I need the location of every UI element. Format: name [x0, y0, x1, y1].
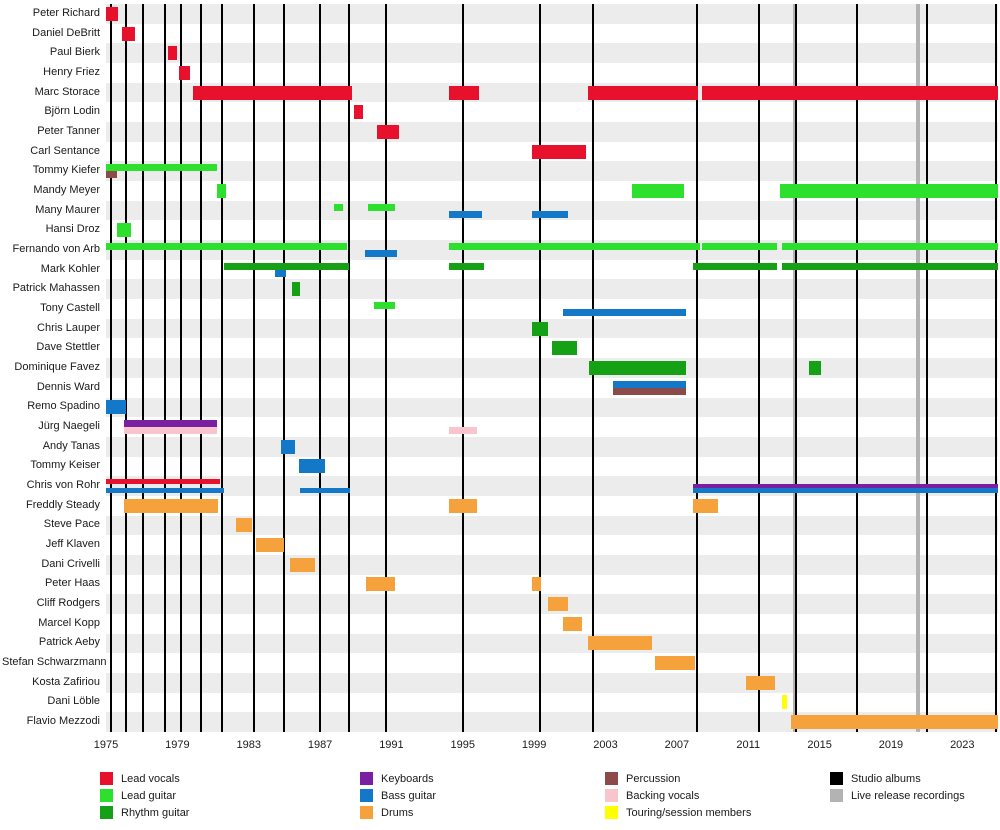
x-tick-label: 1979: [165, 739, 190, 751]
studio-album-line: [856, 4, 858, 732]
timeline-bar: [532, 211, 568, 218]
row-label-0: Peter Richard: [32, 6, 100, 19]
row-band: [106, 634, 998, 654]
row-band: [106, 673, 998, 693]
row-label-24: Chris von Rohr: [26, 479, 100, 492]
timeline-bar: [693, 263, 777, 270]
timeline-bar: [702, 86, 998, 100]
row-label-18: Dominique Favez: [14, 361, 100, 373]
live-release-line: [916, 4, 920, 732]
timeline-bar: [300, 488, 350, 493]
timeline-bar: [702, 243, 777, 250]
timeline-bar: [236, 518, 252, 532]
studio-album-line: [253, 4, 255, 732]
legend-item: [830, 772, 921, 785]
row-label-8: Tommy Kiefer: [32, 164, 100, 177]
row-label-20: Remo Spadino: [27, 400, 100, 413]
row-label-36: Flavio Mezzodi: [26, 715, 100, 728]
legend-item: [100, 806, 189, 819]
studio-album-line: [110, 4, 112, 732]
legend-item: [605, 772, 680, 785]
x-tick-label: 2023: [950, 739, 975, 751]
legend-item: [830, 789, 965, 802]
legend-item: [100, 789, 176, 802]
legend-label: Bass guitar: [381, 789, 437, 802]
studio-album-line: [142, 4, 144, 732]
row-label-13: Mark Kohler: [40, 262, 100, 275]
x-tick-label: 1983: [236, 739, 261, 751]
studio-album-line: [164, 4, 166, 732]
row-label-35: Dani Löble: [47, 695, 100, 708]
timeline-bar: [532, 145, 586, 159]
timeline-bar: [377, 125, 398, 139]
timeline-bar: [588, 243, 700, 250]
timeline-bar: [106, 7, 118, 21]
timeline-bar: [334, 204, 343, 211]
legend-swatch-icon: [830, 789, 843, 802]
timeline-bar: [613, 388, 686, 395]
studio-album-line: [795, 4, 797, 732]
studio-album-line: [221, 4, 223, 732]
row-label-12: Fernando von Arb: [12, 242, 100, 255]
timeline-bar: [588, 86, 699, 100]
row-label-14: Patrick Mahassen: [12, 282, 100, 295]
legend-item: [360, 789, 436, 802]
timeline-bar: [782, 243, 998, 250]
x-tick-label: 2019: [878, 739, 904, 751]
timeline-bar: [124, 499, 219, 513]
timeline-bar: [655, 656, 694, 670]
row-label-30: Cliff Rodgers: [36, 597, 100, 610]
timeline-bar: [224, 263, 349, 270]
legend-item: [360, 806, 413, 819]
row-label-34: Kosta Zafiriou: [32, 675, 100, 688]
row-label-9: Mandy Meyer: [33, 183, 100, 196]
timeline-bar: [168, 46, 177, 60]
timeline-bar: [532, 577, 541, 591]
timeline-bar: [365, 250, 397, 257]
row-band: [106, 437, 998, 457]
legend-swatch-icon: [605, 789, 618, 802]
timeline-bar: [122, 27, 134, 41]
timeline-bar: [809, 361, 821, 375]
legend-swatch-icon: [360, 806, 373, 819]
timeline-bar: [193, 86, 352, 100]
timeline-bar: [290, 558, 315, 572]
studio-album-line: [348, 4, 350, 732]
timeline-bar: [588, 636, 652, 650]
row-label-21: Jürg Naegeli: [38, 420, 100, 433]
row-band: [106, 161, 998, 181]
studio-album-line: [758, 4, 760, 732]
legend-swatch-icon: [605, 772, 618, 785]
row-label-15: Tony Castell: [40, 301, 100, 314]
x-tick-label: 2011: [736, 739, 761, 751]
timeline-bar: [449, 263, 485, 270]
legend-label: Percussion: [626, 772, 681, 785]
row-label-6: Peter Tanner: [37, 124, 100, 137]
timeline-bar: [746, 676, 775, 690]
chart-legend: [0, 762, 1000, 830]
x-tick-label: 2007: [664, 739, 690, 751]
studio-album-line: [200, 4, 202, 732]
timeline-bar: [217, 184, 226, 198]
x-tick-label: 1987: [307, 739, 333, 751]
row-label-16: Chris Lauper: [37, 321, 100, 334]
row-label-1: Daniel DeBritt: [32, 26, 100, 39]
studio-album-line: [995, 4, 997, 732]
row-label-26: Steve Pace: [43, 518, 100, 531]
studio-album-line: [180, 4, 182, 732]
x-tick-label: 2003: [593, 739, 618, 751]
row-band: [106, 398, 998, 418]
row-label-10: Many Maurer: [35, 203, 100, 216]
timeline-bar: [693, 499, 718, 513]
timeline-bar: [275, 270, 286, 277]
timeline-bar: [124, 420, 217, 427]
legend-label: Backing vocals: [626, 789, 700, 802]
x-tick-label: 1999: [521, 739, 547, 751]
row-band: [106, 122, 998, 142]
timeline-bar: [449, 243, 588, 250]
timeline-bar: [563, 309, 686, 316]
studio-album-line: [319, 4, 321, 732]
x-tick-label: 1991: [379, 739, 404, 751]
row-label-31: Marcel Kopp: [38, 616, 100, 629]
legend-label: Live release recordings: [851, 789, 965, 802]
timeline-bar: [354, 105, 363, 119]
timeline-bar: [632, 184, 684, 198]
x-tick-label: 1975: [93, 739, 119, 751]
timeline-bar: [106, 243, 347, 250]
timeline-bar: [256, 538, 285, 552]
timeline-bar: [124, 427, 217, 434]
x-tick-label: 1995: [450, 739, 476, 751]
row-label-32: Patrick Aeby: [38, 636, 100, 649]
timeline-bar: [106, 479, 220, 484]
row-label-3: Henry Friez: [43, 65, 100, 78]
row-label-23: Tommy Keiser: [30, 459, 100, 472]
legend-swatch-icon: [100, 789, 113, 802]
studio-album-line: [462, 4, 464, 732]
studio-album-line: [926, 4, 928, 732]
timeline-bar: [106, 164, 217, 171]
timeline-bar: [548, 597, 568, 611]
row-label-2: Paul Bierk: [49, 46, 100, 59]
timeline-bar: [532, 322, 548, 336]
row-band: [106, 555, 998, 575]
legend-item: [100, 772, 180, 785]
timeline-bar: [179, 66, 190, 80]
row-band: [106, 43, 998, 63]
legend-item: [360, 772, 434, 785]
timeline-bar: [106, 400, 126, 414]
legend-label: Drums: [381, 806, 414, 819]
legend-label: Studio albums: [851, 772, 921, 785]
timeline-bar: [449, 211, 483, 218]
legend-swatch-icon: [605, 806, 618, 819]
row-label-29: Peter Haas: [44, 577, 100, 590]
legend-swatch-icon: [830, 772, 843, 785]
row-band: [106, 358, 998, 378]
row-band: [106, 279, 998, 299]
row-label-33: Stefan Schwarzmann: [2, 656, 107, 669]
legend-label: Keyboards: [381, 772, 434, 785]
timeline-bar: [374, 302, 395, 309]
timeline-bar: [292, 282, 301, 296]
studio-album-line: [125, 4, 127, 732]
legend-label: Rhythm guitar: [121, 806, 190, 819]
timeline-bar: [299, 459, 326, 473]
timeline-bar: [449, 86, 479, 100]
timeline-bar: [563, 617, 583, 631]
studio-album-line: [696, 4, 698, 732]
legend-swatch-icon: [100, 806, 113, 819]
legend-label: Touring/session members: [626, 806, 752, 819]
row-label-25: Freddly Steady: [26, 498, 100, 511]
timeline-bar: [117, 223, 131, 237]
timeline-bar: [782, 695, 787, 709]
timeline-bar: [449, 499, 478, 513]
row-label-28: Dani Crivelli: [41, 557, 100, 570]
row-label-19: Dennis Ward: [36, 380, 100, 393]
timeline-bar: [449, 427, 478, 434]
row-label-22: Andy Tanas: [42, 439, 100, 452]
studio-album-line: [283, 4, 285, 732]
studio-album-line: [539, 4, 541, 732]
row-label-7: Carl Sentance: [30, 144, 100, 157]
row-label-11: Hansi Droz: [45, 223, 100, 236]
timeline-bar: [552, 341, 577, 355]
timeline-bar: [613, 381, 686, 388]
timeline-bar: [106, 171, 117, 178]
row-label-27: Jeff Klaven: [45, 538, 100, 551]
row-label-17: Dave Stettler: [36, 341, 100, 354]
legend-label: Lead vocals: [121, 772, 180, 785]
legend-swatch-icon: [100, 772, 113, 785]
timeline-bar: [366, 577, 395, 591]
timeline-bar: [693, 488, 998, 493]
legend-swatch-icon: [360, 789, 373, 802]
timeline-bar: [780, 184, 998, 198]
timeline-bar: [589, 361, 685, 375]
timeline-bar: [281, 440, 295, 454]
timeline-bar: [106, 488, 224, 493]
row-band: [106, 319, 998, 339]
x-tick-label: 2015: [807, 739, 832, 751]
row-label-4: Marc Storace: [34, 85, 100, 98]
row-band: [106, 4, 998, 24]
timeline-bar: [791, 715, 998, 729]
timeline-bar: [782, 263, 998, 270]
timeline-bar: [368, 204, 395, 211]
studio-album-line: [385, 4, 387, 732]
legend-swatch-icon: [360, 772, 373, 785]
legend-label: Lead guitar: [121, 789, 177, 802]
legend-item: [605, 806, 751, 819]
legend-item: [605, 789, 699, 802]
row-label-5: Björn Lodin: [44, 105, 100, 118]
